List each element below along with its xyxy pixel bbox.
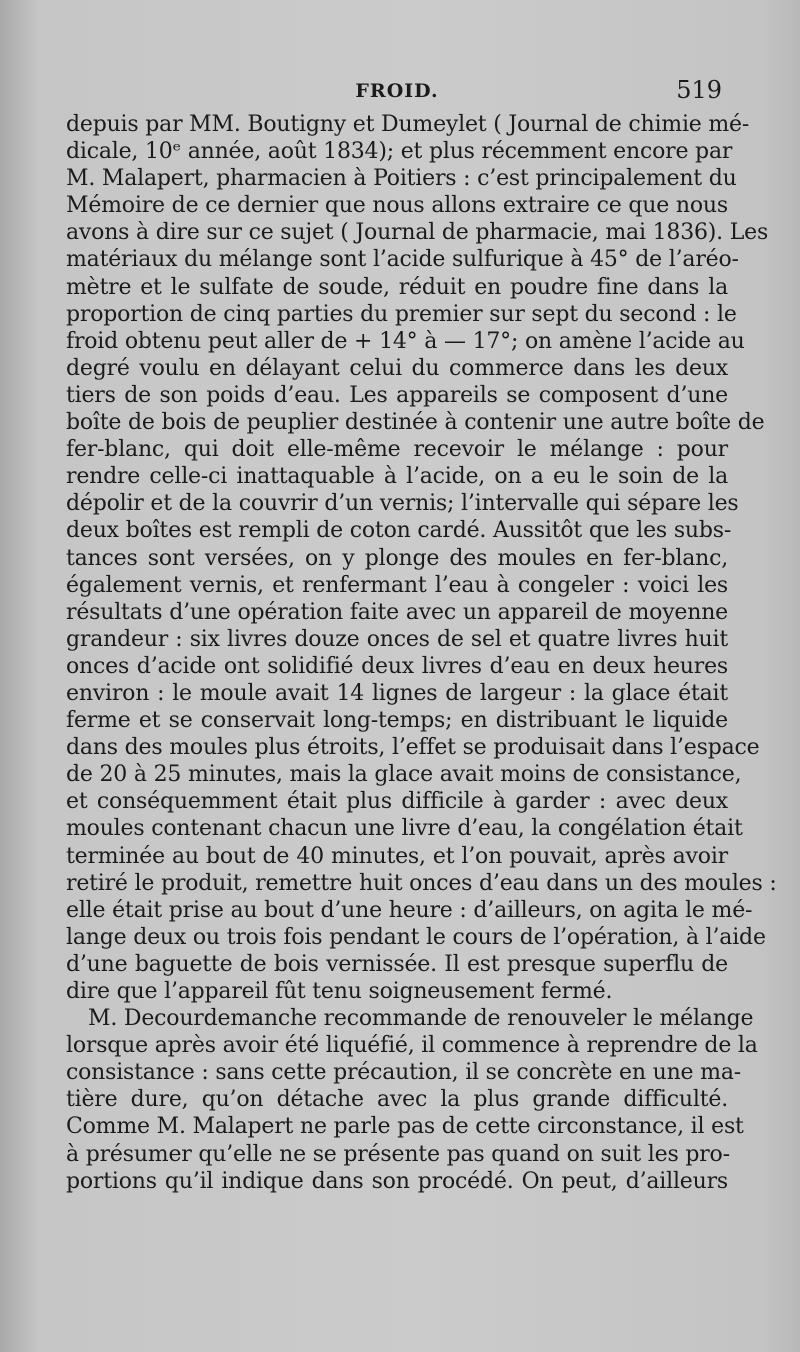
page-header: [66, 74, 728, 104]
text-line: d’une baguette de bois vernissée. Il est presque superflu de: [66, 951, 728, 977]
text-line: fer-blanc, qui doit elle-même recevoir le mélange : pour: [66, 437, 728, 463]
text-line: moules contenant chacun une livre d’eau, la congélation était: [66, 816, 743, 842]
text-line: Comme M. Malapert ne parle pas de cette circonstance, il est: [66, 1114, 744, 1140]
paragraph-2: [66, 1005, 758, 1195]
text-line: boîte de bois de peuplier destinée à contenir une autre boîte de: [66, 410, 765, 436]
text-line: dans des moules plus étroits, l’effet se produisait dans l’espace: [66, 735, 760, 761]
text-line: grandeur : six livres douze onces de sel et quatre livres huit: [66, 626, 728, 652]
text-line: de 20 à 25 minutes, mais la glace avait moins de consistance,: [66, 762, 742, 788]
text-line: et conséquemment était plus difficile à garder : avec deux: [66, 789, 728, 815]
text-line: portions qu’il indique dans son procédé. On peut, d’ailleurs: [66, 1168, 728, 1194]
page-number: 519: [676, 76, 722, 104]
text-line: depuis par MM. Boutigny et Dumeylet ( Journal de chimie mé-: [66, 112, 750, 137]
text-line: froid obtenu peut aller de + 14° à — 17°; on amène l’acide au: [66, 328, 745, 354]
text-line: consistance : sans cette précaution, il se concrète en une ma-: [66, 1060, 741, 1086]
text-line: M. Decourdemanche recommande de renouveler le mélange: [88, 1006, 754, 1032]
text-line: lorsque après avoir été liquéfié, il commence à reprendre de la: [66, 1033, 758, 1059]
text-line: tances sont versées, on y plonge des moules en fer-blanc,: [66, 545, 728, 571]
text-line: également vernis, et renfermant l’eau à congeler : voici les: [66, 572, 728, 598]
running-head: FROID.: [355, 80, 439, 102]
text-line: matériaux du mélange sont l’acide sulfurique à 45° de l’aréo-: [66, 247, 739, 273]
text-line: avons à dire sur ce sujet ( Journal de pharmacie, mai 1836). Les: [66, 220, 769, 246]
text-line: à présumer qu’elle ne se présente pas quand on suit les pro-: [66, 1141, 730, 1167]
text-line: proportion de cinq parties du premier sur sept du second : le: [66, 301, 737, 327]
text-line: elle était prise au bout d’une heure : d’ailleurs, on agita le mé-: [66, 897, 753, 923]
text-line: degré voulu en délayant celui du commerce dans les deux: [66, 355, 728, 381]
text-line: dicale, 10ᵉ année, août 1834); et plus récemment encore par: [66, 139, 733, 165]
text-line: onces d’acide ont solidifié deux livres d’eau en deux heures: [66, 653, 728, 679]
text-line: retiré le produit, remettre huit onces d’eau dans un des moules :: [66, 870, 777, 896]
body-text: [66, 111, 777, 1195]
text-line: mètre et le sulfate de soude, réduit en poudre fine dans la: [66, 274, 728, 300]
text-line: dépolir et de la couvrir d’un vernis; l’intervalle qui sépare les: [66, 491, 739, 517]
text-line: terminée au bout de 40 minutes, et l’on pouvait, après avoir: [66, 843, 728, 869]
text-line: tiers de son poids d’eau. Les appareils se composent d’une: [66, 382, 728, 408]
text-line: environ : le moule avait 14 lignes de largeur : la glace était: [66, 680, 728, 706]
paragraph-1: [66, 111, 777, 1005]
text-line: M. Malapert, pharmacien à Poitiers : c’est principalement du: [66, 166, 737, 192]
text-line: Mémoire de ce dernier que nous allons extraire ce que nous: [66, 193, 728, 219]
text-line: tière dure, qu’on détache avec la plus grande difficulté.: [66, 1087, 728, 1113]
text-line: deux boîtes est rempli de coton cardé. Aussitôt que les subs-: [66, 518, 732, 544]
text-line: résultats d’une opération faite avec un appareil de moyenne: [66, 599, 728, 625]
text-line: rendre celle-ci inattaquable à l’acide, on a eu le soin de la: [66, 464, 728, 490]
text-line: lange deux ou trois fois pendant le cours de l’opération, à l’aide: [66, 924, 766, 950]
text-line: dire que l’appareil fût tenu soigneusement fermé.: [66, 979, 613, 1004]
text-line: ferme et se conservait long-temps; en distribuant le liquide: [66, 708, 728, 734]
